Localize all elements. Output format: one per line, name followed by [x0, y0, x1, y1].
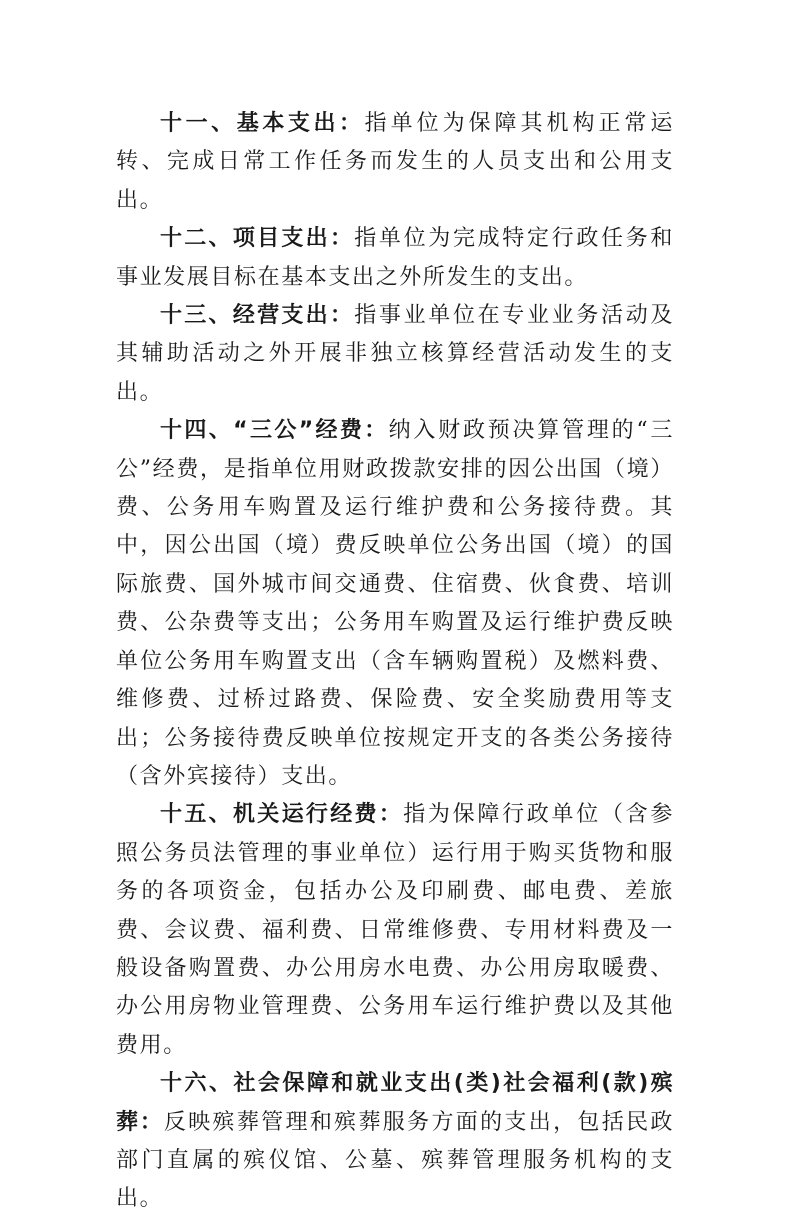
term-definition: 指单位为完成特定行政任务和事业发展目标在基本支出之外所发生的支出。 — [116, 226, 674, 290]
term-definition: 纳入财政预决算管理的“三公”经费，是指单位用财政拨款安排的因公出国（境）费、公务用车购置及运行维护费和公务接待费。其中，因公出国（境）费反映单位公务出国（境）的国际旅费、国外城市间交通费、住宿费、伙食费、培训费、公杂费等支出；公务用车购置及运行维护费反映单位公务用车购置支出（含车辆购置税）及燃料费、维修费、过桥过路费、保险费、安全奖励费用等支出；公务接待费反映单位按规定开支的各类公务接待（含外宾接待）支出。 — [116, 418, 675, 789]
term-heading: 十三、经营支出： — [160, 303, 355, 329]
term-heading: 十四、“三公”经费： — [160, 418, 389, 444]
term-definition: 反映殡葬管理和殡葬服务方面的支出，包括民政部门直属的殡仪馆、公墓、殡葬管理服务机构的支出。 — [116, 1109, 674, 1212]
term-heading: 十五、机关运行经费： — [160, 802, 404, 828]
paragraph-basic-expenditure — [116, 105, 674, 220]
paragraph-agency-operating-funds — [116, 796, 674, 1065]
term-definition: 指单位为保障其机构正常运转、完成日常工作任务而发生的人员支出和公用支出。 — [116, 111, 675, 213]
paragraph-operating-expenditure — [116, 297, 674, 412]
term-heading: 十二、项目支出： — [160, 226, 355, 252]
term-heading: 十六、社会保障和就业支出(类)社会福利(款)殡葬： — [116, 1071, 674, 1135]
document-body — [116, 105, 674, 1219]
term-heading: 十一、基本支出： — [160, 111, 365, 136]
paragraph-project-expenditure — [116, 220, 674, 297]
paragraph-funeral-expenditure — [116, 1065, 674, 1219]
term-definition: 指为保障行政单位（含参照公务员法管理的事业单位）运行用于购买货物和服务的各项资金，包括办公及印刷费、邮电费、差旅费、会议费、福利费、日常维修费、专用材料费及一般设备购置费、办公用房水电费、办公用房取暖费、办公用房物业管理费、公务用车运行维护费以及其他费用。 — [116, 802, 674, 1058]
paragraph-three-public-expenses — [116, 412, 674, 796]
term-definition: 指事业单位在专业业务活动及其辅助活动之外开展非独立核算经营活动发生的支出。 — [116, 303, 674, 405]
